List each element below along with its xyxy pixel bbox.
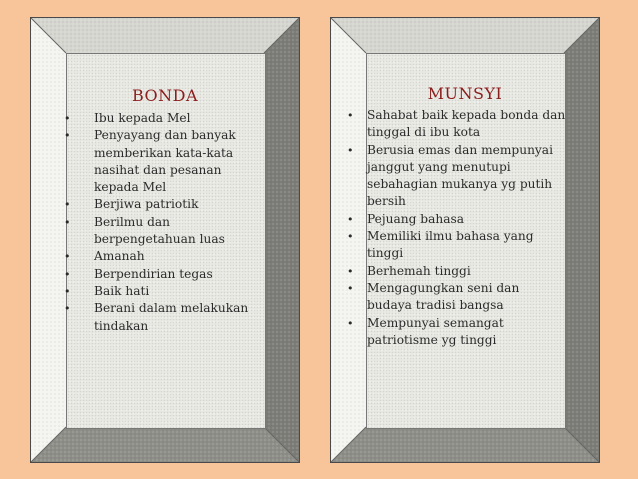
list-item-text: Berjiwa patriotik [94, 197, 199, 212]
list-item-text: Amanah [94, 249, 145, 264]
list-item [64, 214, 266, 249]
bullet-icon: • [347, 316, 354, 330]
bullet-icon: • [64, 215, 71, 229]
list-item [64, 300, 266, 335]
bullet-icon: • [347, 230, 354, 244]
trait-list [347, 107, 567, 349]
list-item-text: Berani dalam melakukan tindakan [94, 301, 249, 333]
list-item [64, 283, 266, 300]
list-item [64, 266, 266, 283]
list-item-text: Berilmu dan berpengetahuan luas [94, 214, 225, 247]
list-item [347, 142, 567, 211]
card-title: MUNSYI [427, 84, 503, 103]
list-item [347, 315, 567, 350]
bullet-icon: • [347, 143, 354, 157]
bullet-icon: • [64, 129, 71, 143]
list-item-text: Sahabat baik kepada bonda dan tinggal di ibu kota [367, 108, 566, 140]
list-item-text: Ibu kepada Mel [94, 111, 191, 125]
list-item [347, 211, 567, 228]
bullet-icon: • [64, 112, 71, 125]
bullet-icon: • [64, 284, 71, 298]
bullet-icon: • [64, 267, 71, 281]
card-title: BONDA [131, 86, 199, 105]
list-item [347, 263, 567, 280]
bullet-icon: • [347, 264, 354, 278]
bullet-icon: • [347, 281, 354, 295]
list-item [64, 248, 266, 265]
list-item [64, 196, 266, 213]
list-item-text: Berhemah tinggi [367, 263, 471, 278]
bullet-icon: • [347, 212, 354, 226]
list-item-text: Berpendirian tegas [94, 266, 213, 281]
list-item-text: Pejuang bahasa [367, 211, 464, 226]
list-item-text: Mengagungkan seni dan budaya tradisi bangsa [367, 280, 520, 313]
list-item [64, 110, 266, 127]
bullet-icon: • [64, 198, 71, 212]
list-item-text: Baik hati [94, 283, 150, 298]
list-item-text: Memiliki ilmu bahasa yang tinggi [367, 229, 534, 261]
trait-list [64, 110, 266, 335]
list-item-text: Mempunyai semangat patriotisme yg tinggi [367, 315, 504, 347]
list-item [347, 228, 567, 263]
bullet-icon: • [64, 302, 71, 316]
list-item [347, 280, 567, 315]
list-item [64, 127, 266, 196]
bullet-icon: • [64, 250, 71, 264]
card-bonda [30, 17, 300, 463]
card-munsyi [330, 17, 600, 463]
list-item [347, 107, 567, 142]
list-item-text: Penyayang dan banyak memberikan kata-kata nasihat dan pesanan kepada Mel [94, 128, 236, 195]
list-item-text: Berusia emas dan mempunyai janggut yang menutupi sebahagian mukanya yg putih bersih [367, 142, 553, 209]
bullet-icon: • [347, 109, 354, 122]
